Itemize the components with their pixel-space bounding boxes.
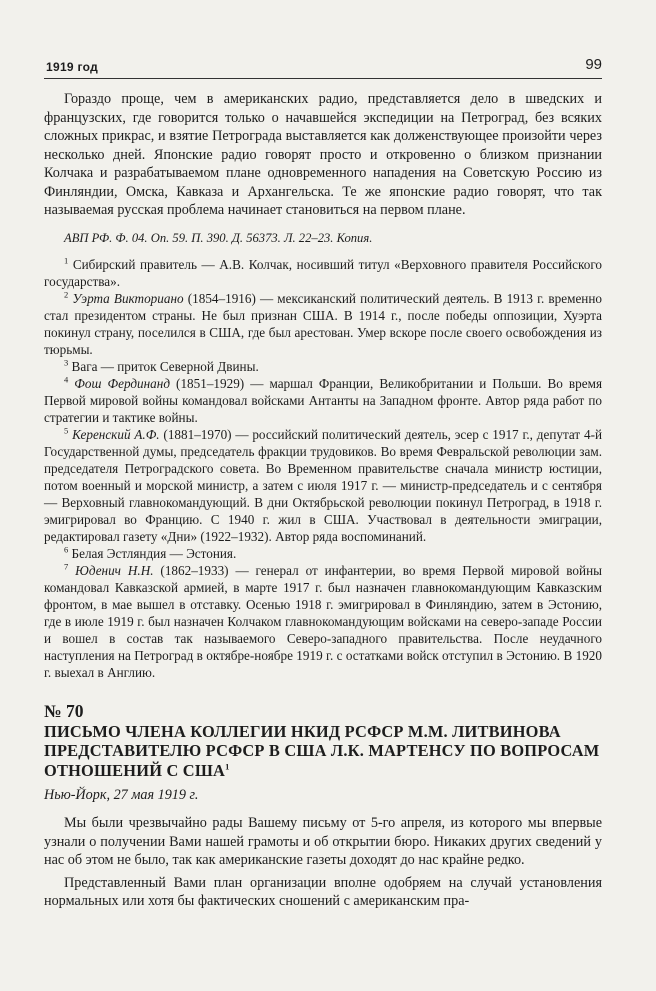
footnote-marker: 4 [64, 374, 69, 385]
footnote-marker: 1 [64, 255, 69, 266]
footnote-person-name: Уэрта Викториано [72, 290, 184, 306]
document-dateline: Нью-Йорк, 27 мая 1919 г. [44, 787, 199, 803]
letter-paragraph-1: Мы были чрезвычайно рады Вашему письму от 5-го апреля, из которого мы впервые узнали о получении Вами нашей грамоты и об открытии бюро. Никаких других сведений у нас об этом не было, так как американские газеты доходят до нас крайне редко. [44, 815, 602, 868]
archive-source: АВП РФ. Ф. 04. Оп. 59. П. 390. Д. 56373. Л. 22–23. Копия. [64, 230, 373, 245]
footnote-5 [44, 426, 602, 545]
footnote-1 [44, 256, 602, 290]
footnote-text: (1881–1970) — российский политический деятель, эсер с 1917 г., депутат 4-й Государственной думы, председатель фракции трудовиков. Во время Февральской революции зам. председателя Петроградского совета. Во Временном правительстве сначала министр юстиции, потом военный и морской министр, а затем с июля 1917 г. — министр-председатель и с сентября — Верховный главнокомандующий. В дни Октябрьской революции покинул Петроград, в 1918 г. эмигрировал во Францию. С 1940 г. жил в США. Участвовал в деятельности эмиграции, редактировал газету «Дни» (1922–1932). Автор ряда воспоминаний. [44, 426, 603, 544]
title-footnote-marker: 1 [225, 761, 230, 772]
footnote-3 [44, 358, 602, 375]
footnote-person-name: Керенский А.Ф. [72, 426, 160, 442]
footnote-marker: 3 [64, 357, 69, 368]
footnote-marker: 5 [64, 425, 69, 436]
running-header [44, 58, 602, 79]
document-title-text: ПИСЬМО ЧЛЕНА КОЛЛЕГИИ НКИД РСФСР М.М. ЛИТВИНОВА ПРЕДСТАВИТЕЛЮ РСФСР В США Л.К. МАРТЕНСУ ПО ВОПРОСАМ ОТНОШЕНИЙ С США [44, 721, 600, 780]
footnote-text: (1862–1933) — генерал от инфантерии, во время Первой мировой войны командовал Кавказской армией, в марте 1917 г. был назначен главнокомандующим Кавказским фронтом, в мае вышел в отставку. Осенью 1918 г. эмигрировал в Финляндию, затем в Эстонию, где в июле 1919 г. был назначен Колчаком главнокомандующим войсками на северо-западе России и вошел в состав так называемого Северо-западного правительства. После неудачного наступления на Петроград в октябре-ноябре 1919 г. с остатками войск отступил в Эстонию. В 1920 г. выехал в Англию. [44, 562, 602, 680]
footnote-text: (1854–1916) — мексиканский политический деятель. В 1913 г. временно стал президентом страны. Не был признан США. В 1914 г., после победы оппозиции, Хуэрта покинул страну, поселился в США, где был арестован. Умер вскоре после своего освобождения из тюрьмы. [44, 290, 603, 357]
running-header-year: 1919 год [46, 60, 99, 74]
footnote-2 [44, 290, 602, 358]
footnote-marker: 6 [64, 544, 69, 555]
document-number: № 70 [44, 700, 84, 721]
footnote-text: Вага — приток Северной Двины. [71, 358, 259, 374]
footnote-marker: 2 [64, 289, 69, 300]
footnote-marker: 7 [64, 561, 69, 572]
letter-paragraph-2: Представленный Вами план организации вполне одобряем на случай установления нормальных или хотя бы фактических сношений с американским пра- [44, 874, 602, 909]
footnote-text: Белая Эстляндия — Эстония. [71, 545, 237, 561]
page-number: 99 [585, 56, 602, 73]
page-body [44, 90, 602, 911]
footnote-7 [44, 562, 602, 681]
footnote-person-name: Юденич Н.Н. [75, 562, 154, 578]
footnote-6 [44, 545, 602, 562]
footnote-4 [44, 375, 602, 426]
footnotes [44, 256, 602, 681]
document-title [44, 722, 602, 781]
footnote-text: Сибирский правитель — А.В. Колчак, носивший титул «Верховного правителя Российского государства». [44, 256, 603, 289]
footnote-person-name: Фош Фердинанд [74, 375, 170, 391]
intro-paragraph: Гораздо проще, чем в американских радио, представляется дело в шведских и французских, где говорится только о начавшейся экспедиции на Петроград, без всяких сложных прикрас, и взятие Петрограда выставляется как долженствующее произойти через несколько дней. Японские радио говорят просто и откровенно о близком признании Колчака и разрабатываемом плане одновременного нападения на Советскую Россию из Финляндии, Омска, Кавказа и Архангельска. Те же японские радио говорят, что так называемая русская проблема начинает становиться на первом плане. [44, 91, 602, 218]
footnote-text: (1851–1929) — маршал Франции, Великобритании и Польши. Во время Первой мировой войны командовал войсками Антанты на Западном фронте. Автор ряда работ по стратегии и тактике войны. [44, 375, 603, 425]
